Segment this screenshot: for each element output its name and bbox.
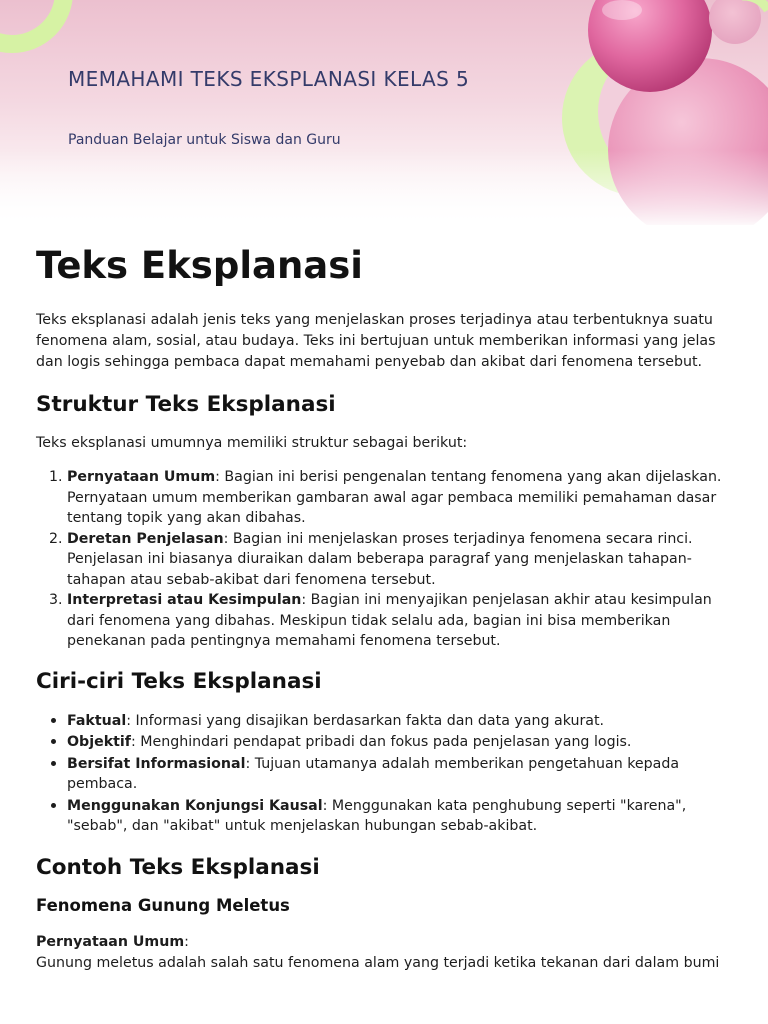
example-label-line: [36, 932, 730, 953]
example-label-suffix: :: [184, 933, 189, 950]
intro-paragraph: Teks eksplanasi adalah jenis teks yang menjelaskan proses terjadinya atau terbentuknya suatu fenomena alam, sosial, atau budaya. Teks ini bertujuan untuk memberikan informasi yang jelas dan logis sehingga pembaca dapat memahami penyebab dan akibat dari fenomena tersebut.: [36, 312, 716, 370]
features-heading: Ciri-ciri Teks Eksplanasi: [36, 668, 322, 694]
feature-item: [67, 710, 730, 732]
structure-item-text: : Bagian ini menjelaskan proses terjadinya fenomena secara rinci. Penjelasan ini biasanya diuraikan dalam beberapa paragraf yang menjelaskan tahapan-tahapan atau sebab-akibat dari fenomena tersebut.: [67, 530, 693, 588]
main-content: [36, 244, 730, 974]
document-title: MEMAHAMI TEKS EKSPLANASI KELAS 5: [68, 67, 470, 91]
header-banner: [0, 0, 768, 225]
feature-item-term: Objektif: [67, 734, 131, 750]
header-decoration: [0, 0, 768, 225]
document-subtitle: Panduan Belajar untuk Siswa dan Guru: [68, 132, 341, 148]
page-heading: Teks Eksplanasi: [36, 244, 363, 287]
structure-item: [67, 529, 730, 591]
pink-sphere-small: [709, 0, 761, 44]
feature-item-term: Faktual: [67, 712, 127, 729]
feature-item: [67, 731, 730, 753]
example-label: Pernyataan Umum: [36, 933, 185, 950]
feature-item-term: Bersifat Informasional: [67, 755, 246, 772]
structure-item-text: : Bagian ini berisi pengenalan tentang fenomena yang akan dijelaskan. Pernyataan umum memberikan gambaran awal agar pembaca memiliki pemahaman dasar tentang topik yang akan dibahas.: [67, 469, 722, 526]
example-heading: Contoh Teks Eksplanasi: [36, 854, 320, 880]
structure-item-term: Interpretasi atau Kesimpulan: [67, 592, 302, 608]
structure-lead: Teks eksplanasi umumnya memiliki struktur sebagai berikut:: [36, 435, 468, 451]
structure-list: [36, 467, 730, 652]
lime-ring-shape: [0, 0, 64, 44]
example-text: Gunung meletus adalah salah satu fenomena alam yang terjadi ketika tekanan dari dalam bumi: [36, 954, 720, 971]
features-list: [36, 710, 730, 837]
example-subheading: Fenomena Gunung Meletus: [36, 895, 290, 915]
feature-item-text: : Menggunakan kata penghubung seperti "karena", "sebab", dan "akibat" untuk menjelaskan hubungan sebab-akibat.: [67, 797, 687, 834]
structure-heading: Struktur Teks Eksplanasi: [36, 392, 336, 417]
structure-item-term: Pernyataan Umum: [67, 469, 216, 485]
feature-item: [67, 795, 730, 837]
structure-item: [67, 467, 730, 529]
structure-item-text: : Bagian ini menyajikan penjelasan akhir atau kesimpulan dari fenomena yang dibahas. Meskipun tidak selalu ada, bagian ini bisa memberikan penekanan pada pentingnya memahami fenomena tersebut.: [67, 592, 712, 649]
structure-item: [67, 590, 730, 652]
structure-item-term: Deretan Penjelasan: [67, 530, 224, 547]
feature-item-text: : Tujuan utamanya adalah memberikan pengetahuan kepada pembaca.: [67, 755, 680, 792]
feature-item: [67, 753, 730, 795]
feature-item-text: : Informasi yang disajikan berdasarkan fakta dan data yang akurat.: [126, 712, 605, 729]
feature-item-term: Menggunakan Konjungsi Kausal: [67, 797, 323, 814]
feature-item-text: : Menghindari pendapat pribadi dan fokus pada penjelasan yang logis.: [130, 734, 632, 750]
